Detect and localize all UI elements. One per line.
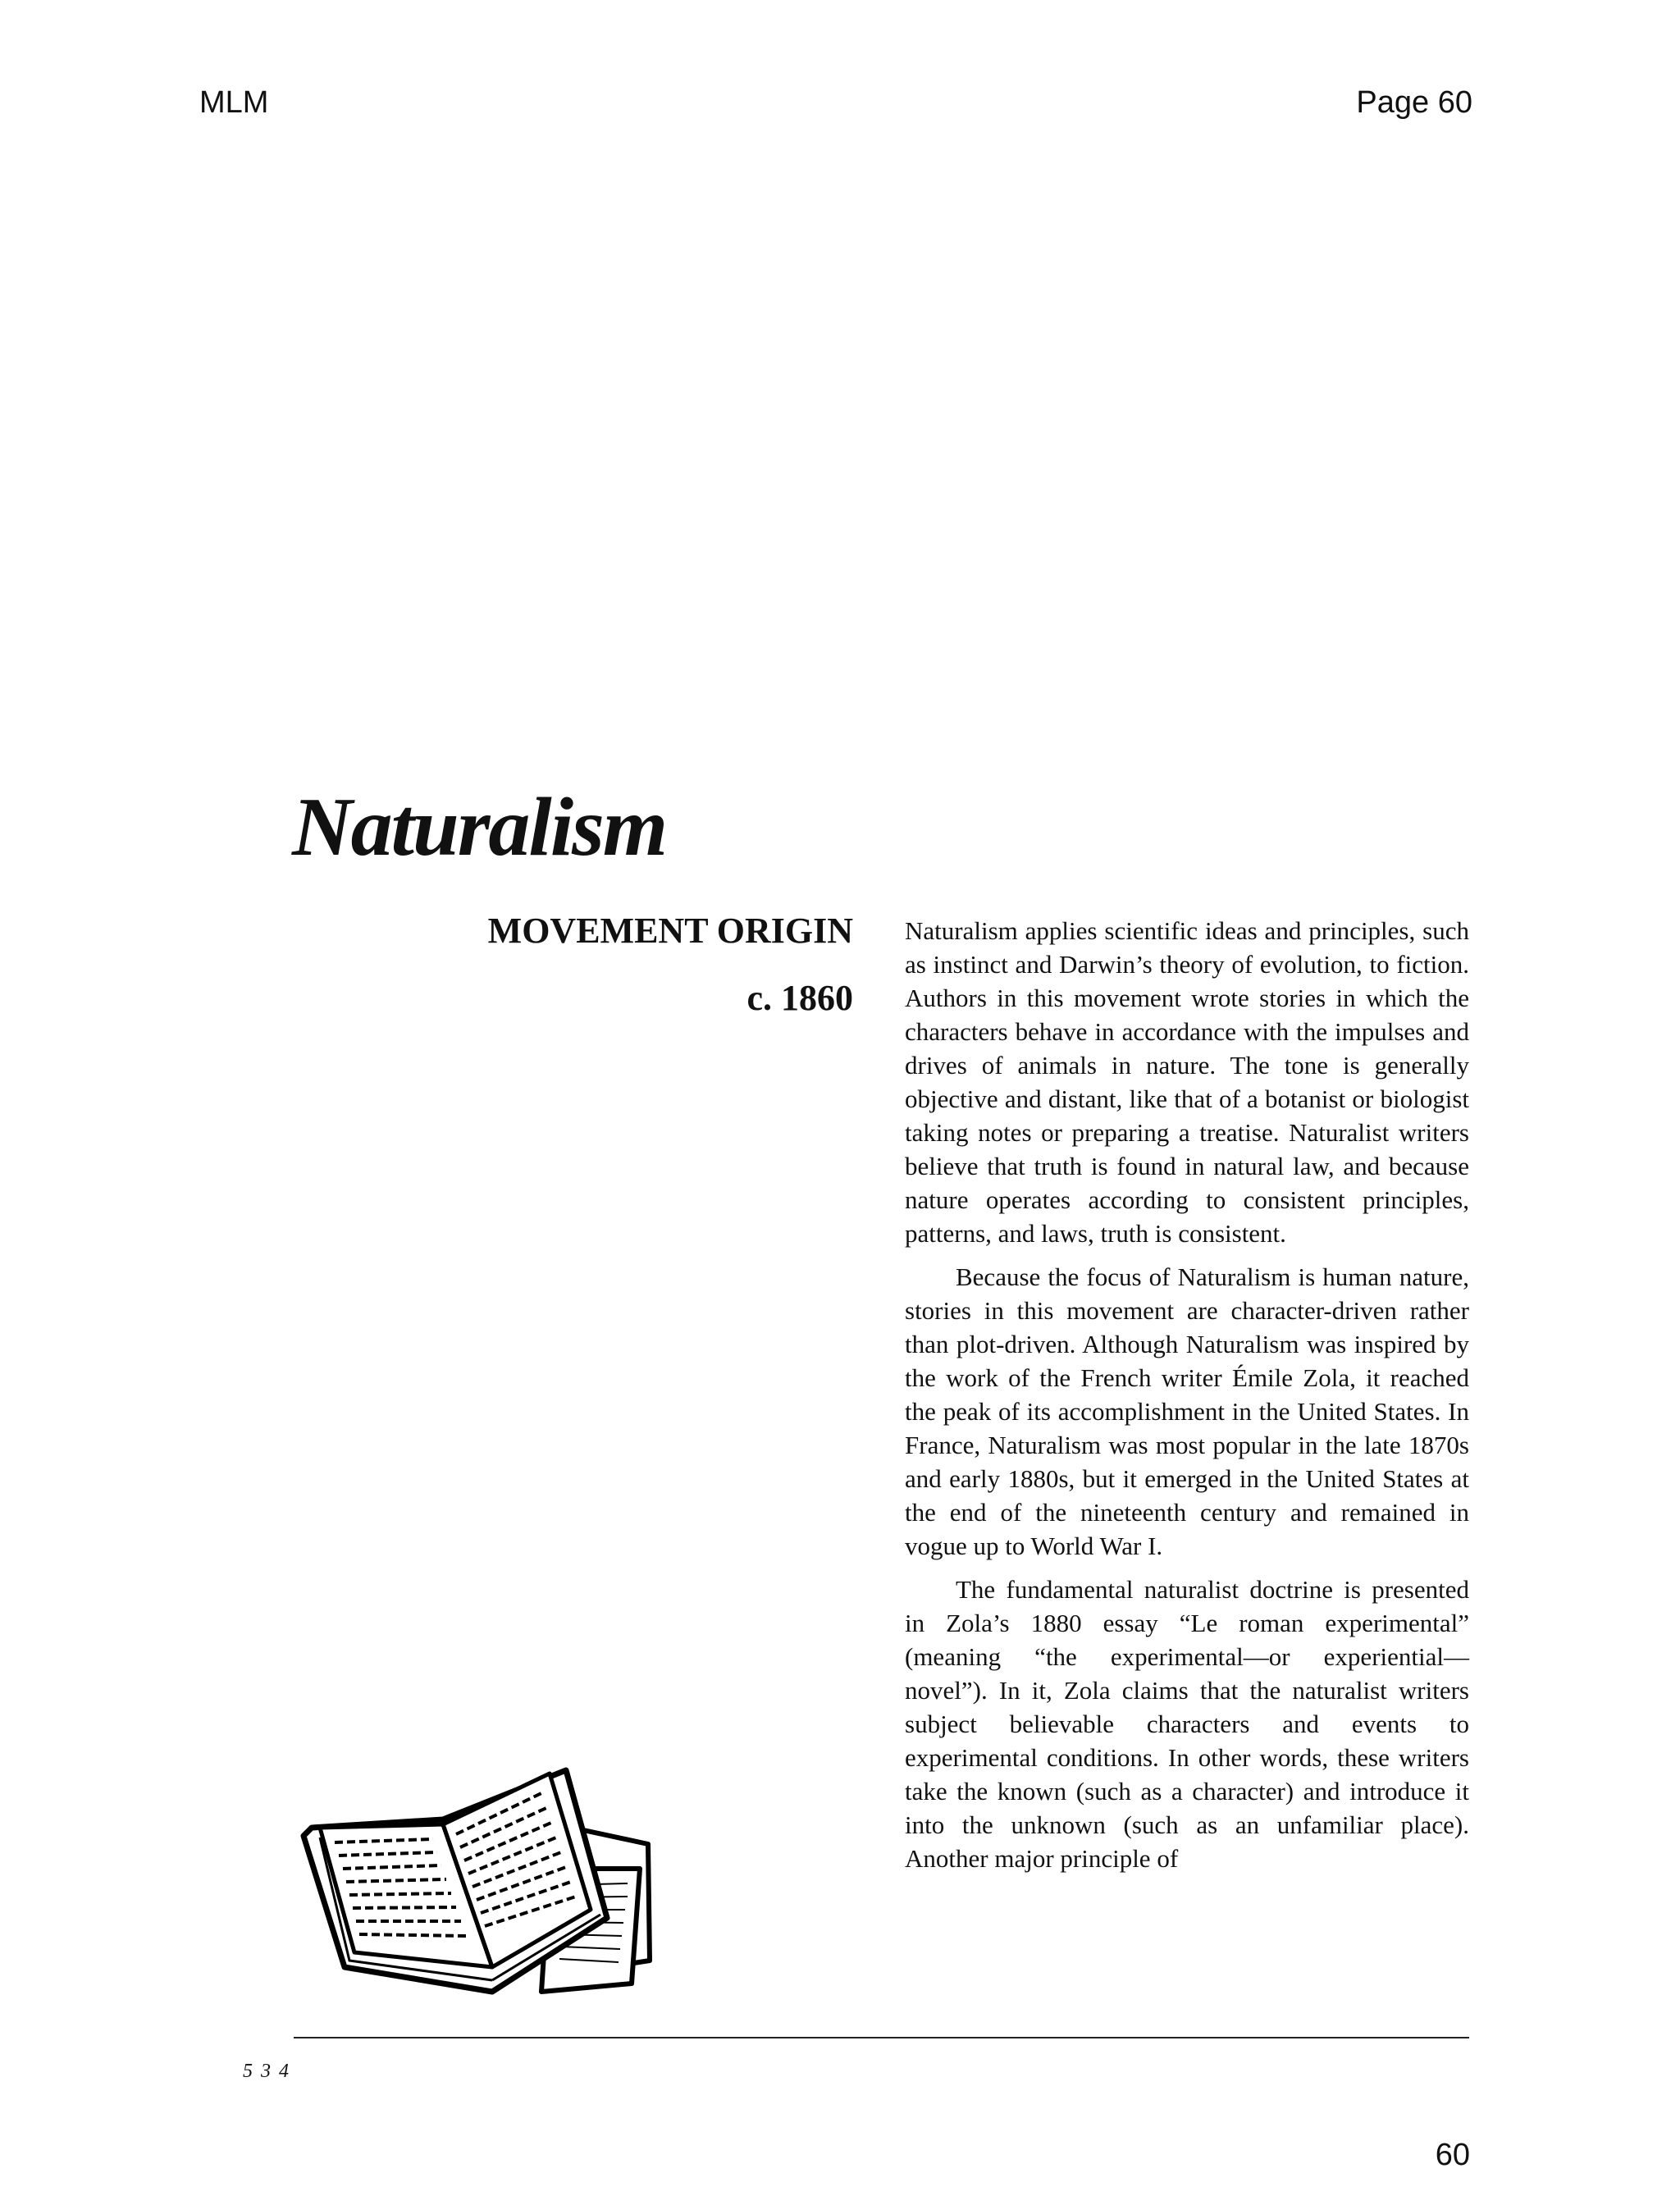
paragraph-1: Naturalism applies scientific ideas and principles, such as instinct and Darwin’s theory of evolution, to fiction. Authors in this movement wrote stories in which the characters behave in accordance with the impulses and drives of animals in nature. The tone is generally objective and distant, like that of a botanist or biologist taking notes or preparing a treatise. Naturalist writers believe that truth is found in natural law, and because nature operates according to consistent principles, patterns, and laws, truth is consistent. [905, 916, 1469, 1248]
origin-date: c. 1860 [746, 978, 853, 1018]
origin-label: MOVEMENT ORIGIN [487, 911, 853, 951]
book-folio: 534 [243, 2061, 297, 2082]
body-text [905, 914, 1469, 1885]
header-page-label: Page 60 [1356, 85, 1472, 120]
paragraph-3: The fundamental naturalist doctrine is presented in Zola’s 1880 essay “Le roman experimental” (meaning “the experimental—or experiential—novel”). In it, Zola claims that the naturalist writers subject believable characters and events to experimental conditions. In other words, these writers take the known (such as a character) and introduce it into the unknown (such as an unfamiliar place). Another major principle of [905, 1575, 1469, 1873]
movement-origin [488, 911, 853, 1019]
open-book-icon [295, 1746, 673, 2008]
page-title: Naturalism [292, 781, 667, 874]
header-left-label: MLM [199, 85, 269, 120]
footer-rule [294, 2037, 1469, 2038]
page-number: 60 [1435, 2138, 1470, 2172]
paragraph-2: Because the focus of Naturalism is human nature, stories in this movement are character-driven rather than plot-driven. Although Naturalism was inspired by the work of the French writer Émile Zola, it reached the peak of its accomplishment in the United States. In France, Naturalism was most popular in the late 1870s and early 1880s, but it emerged in the United States at the end of the nineteenth century and remained in vogue up to World War I. [905, 1262, 1469, 1560]
